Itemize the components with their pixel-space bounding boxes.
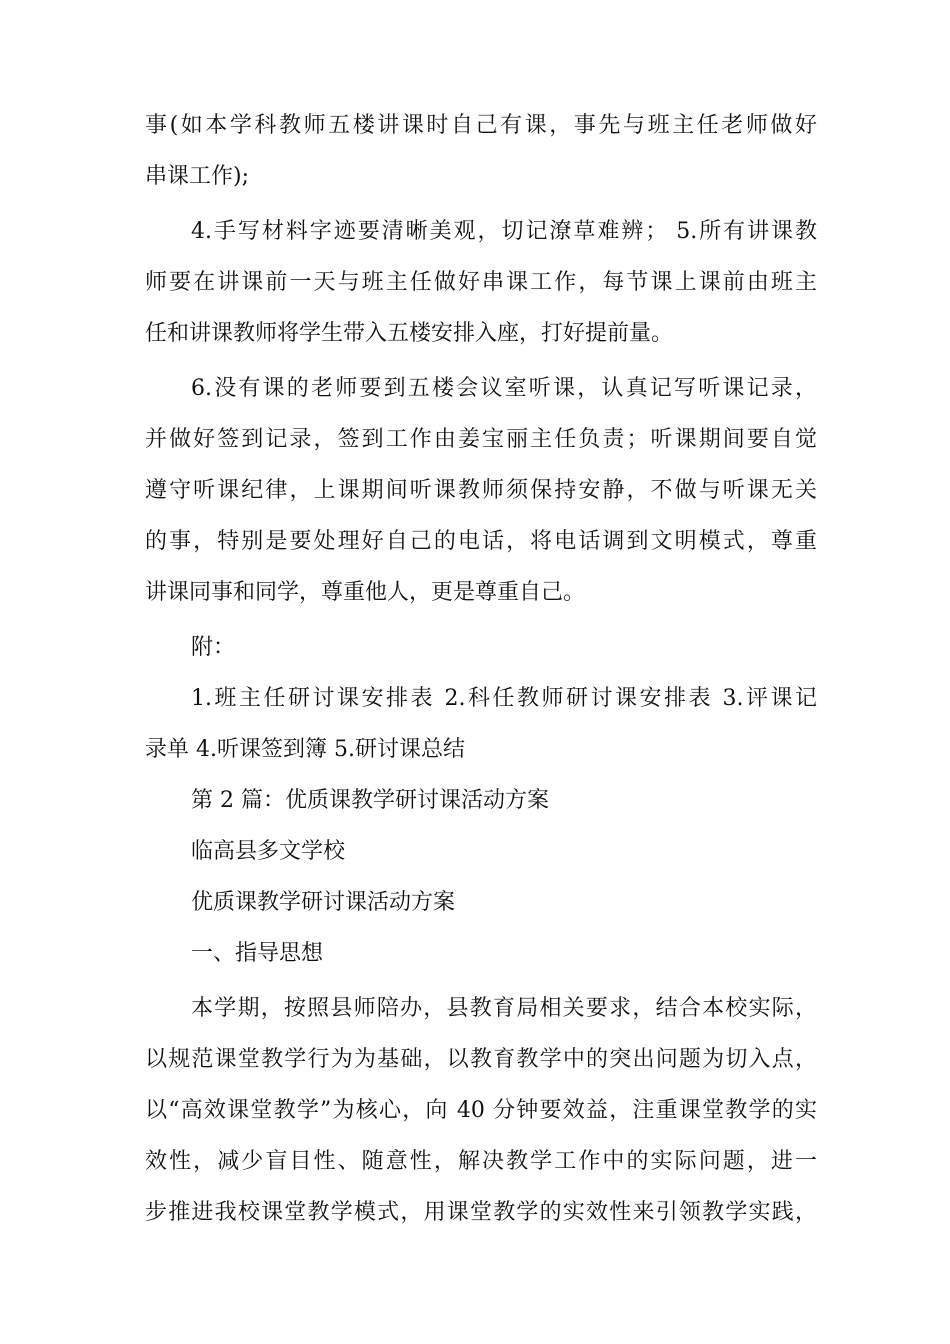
subheading: 一、指导思想 xyxy=(191,941,324,966)
text-line: 录单 4.听课签到簿 5.研讨课总结 xyxy=(145,737,465,762)
text-line: 任和讲课教师将学生带入五楼安排入座，打好提前量。 xyxy=(145,321,674,346)
text-line: 的事，特别是要处理好自己的电话，将电话调到文明模式，尊重 xyxy=(145,529,817,554)
text-line: 以“高效课堂教学”为核心，向 40 分钟要效益，注重课堂教学的实 xyxy=(145,1098,817,1123)
document-page xyxy=(145,100,817,1238)
plan-title: 优质课教学研讨课活动方案 xyxy=(191,890,456,915)
text-line: 1.班主任研讨课安排表 2.科任教师研讨课安排表 3.评课记 xyxy=(191,686,817,711)
text-line: 师要在讲课前一天与班主任做好串课工作，每节课上课前由班主 xyxy=(145,270,817,295)
section-heading: 第 2 篇：优质课教学研讨课活动方案 xyxy=(191,788,549,813)
text-line: 事(如本学科教师五楼讲课时自己有课，事先与班主任老师做好 xyxy=(145,113,817,138)
text-line: 步推进我校课堂教学模式，用课堂教学的实效性来引领教学实践， xyxy=(145,1200,817,1225)
text-line: 4.手写材料字迹要清晰美观，切记潦草难辨； 5.所有讲课教 xyxy=(191,219,817,244)
text-line: 6.没有课的老师要到五楼会议室听课，认真记写听课记录， xyxy=(191,376,817,401)
text-line: 串课工作); xyxy=(145,164,249,189)
school-name: 临高县多文学校 xyxy=(191,839,346,864)
text-line: 并做好签到记录，签到工作由姜宝丽主任负责；听课期间要自觉 xyxy=(145,427,817,452)
text-line: 遵守听课纪律，上课期间听课教师须保持安静，不做与听课无关 xyxy=(145,478,817,503)
text-line: 附： xyxy=(191,635,236,660)
text-line: 效性，减少盲目性、随意性，解决教学工作中的实际问题，进一 xyxy=(145,1149,817,1174)
text-line: 本学期，按照县师陪办，县教育局相关要求，结合本校实际， xyxy=(191,996,817,1021)
text-line: 讲课同事和同学，尊重他人，更是尊重自己。 xyxy=(145,580,586,605)
text-line: 以规范课堂教学行为为基础，以教育教学中的突出问题为切入点， xyxy=(145,1047,817,1072)
